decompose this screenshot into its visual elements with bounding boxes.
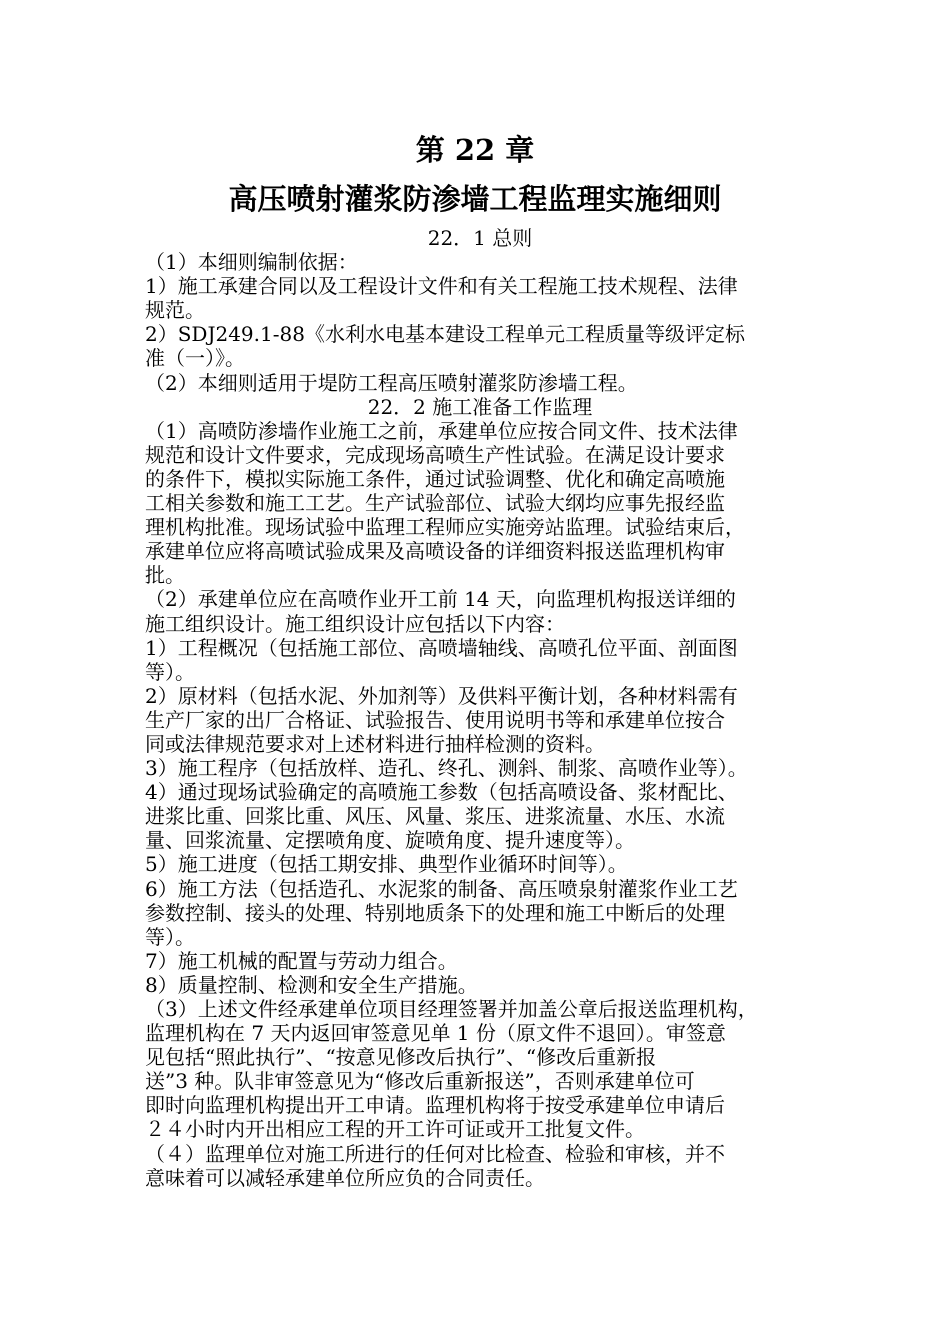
- text-line: 生产厂家的出厂合格证、试验报告、使用说明书等和承建单位按合: [145, 707, 725, 732]
- text-line: （４）监理单位对施工所进行的任何对比检查、检验和审核，并不: [145, 1141, 725, 1166]
- text-line: 2）SDJ249.1-88《水利水电基本建设工程单元工程质量等级评定标: [145, 322, 745, 347]
- text-line: （3）上述文件经承建单位项目经理签署并加盖公章后报送监理机构，: [145, 997, 758, 1021]
- text-line: 1）工程概况（包括施工部位、高喷墙轴线、高喷孔位平面、剖面图: [145, 635, 738, 660]
- text-line: 批。: [145, 563, 185, 588]
- text-line: （1）高喷防渗墙作业施工之前，承建单位应按合同文件、技术法律: [145, 418, 738, 443]
- text-line: 规范和设计文件要求，完成现场高喷生产性试验。在满足设计要求: [145, 442, 725, 467]
- text-line: 4）通过现场试验确定的高喷施工参数（包括高喷设备、浆材配比、: [145, 780, 738, 805]
- text-line: 工相关参数和施工工艺。生产试验部位、试验大纲均应事先报经监: [145, 491, 725, 516]
- text-line: 等）。: [145, 659, 195, 684]
- text-line: 同或法律规范要求对上述材料进行抽样检测的资料。: [145, 731, 605, 756]
- text-line: 的条件下，模拟实际施工条件，通过试验调整、优化和确定高喷施: [145, 466, 725, 491]
- text-line: 施工组织设计。施工组织设计应包括以下内容：: [145, 611, 565, 636]
- document-body: [145, 226, 815, 1190]
- text-line: 7）施工机械的配置与劳动力组合。: [145, 948, 458, 973]
- text-line: 8）质量控制、检测和安全生产措施。: [145, 972, 478, 997]
- text-line: 意味着可以减轻承建单位所应负的合同责任。: [145, 1165, 545, 1190]
- text-line: 6）施工方法（包括造孔、水泥浆的制备、高压喷泉射灌浆作业工艺: [145, 876, 738, 901]
- text-line: 进浆比重、回浆比重、风压、风量、浆压、进浆流量、水压、水流: [145, 804, 725, 829]
- text-line: ２４小时内开出相应工程的开工许可证或开工批复文件。: [145, 1117, 645, 1142]
- text-line: （2）承建单位应在高喷作业开工前 14 天，向监理机构报送详细的: [145, 587, 736, 612]
- text-line: 等）。: [145, 924, 195, 949]
- text-line: 送”3 种。队非审签意见为“修改后重新报送”，否则承建单位可: [145, 1069, 695, 1094]
- text-line: 理机构批准。现场试验中监理工程师应实施旁站监理。试验结束后，: [145, 515, 745, 540]
- text-line: 5）施工进度（包括工期安排、典型作业循环时间等）。: [145, 852, 628, 877]
- text-line: 3）施工程序（包括放样、造孔、终孔、测斜、制浆、高喷作业等）。: [145, 756, 748, 781]
- text-line: 见包括“照此执行”、“按意见修改后执行”、“修改后重新报: [145, 1045, 657, 1070]
- text-line: 2）原材料（包括水泥、外加剂等）及供料平衡计划，各种材料需有: [145, 683, 738, 708]
- text-line: （2）本细则适用于堤防工程高压喷射灌浆防渗墙工程。: [145, 370, 638, 395]
- text-line: 承建单位应将高喷试验成果及高喷设备的详细资料报送监理机构审: [145, 539, 725, 564]
- text-line: （1）本细则编制依据：: [145, 250, 358, 275]
- text-line: 参数控制、接头的处理、特别地质条下的处理和施工中断后的处理: [145, 900, 725, 925]
- text-line: 1）施工承建合同以及工程设计文件和有关工程施工技术规程、法律: [145, 274, 738, 299]
- chapter-heading: 第 22 章: [415, 133, 535, 167]
- document-title: 高压喷射灌浆防渗墙工程监理实施细则: [228, 182, 722, 216]
- text-line: 规范。: [145, 298, 205, 323]
- text-line: 量、回浆流量、定摆喷角度、旋喷角度、提升速度等）。: [145, 828, 635, 853]
- section-heading: 22．1 总则: [427, 226, 533, 250]
- text-line: 即时向监理机构提出开工申请。监理机构将于按受承建单位申请后: [145, 1093, 725, 1118]
- text-line: 准（一）》。: [145, 346, 245, 371]
- section-heading: 22．2 施工准备工作监理: [367, 394, 593, 419]
- text-line: 监理机构在 7 天内返回审签意见单 1 份（原文件不退回）。审签意: [145, 1021, 726, 1046]
